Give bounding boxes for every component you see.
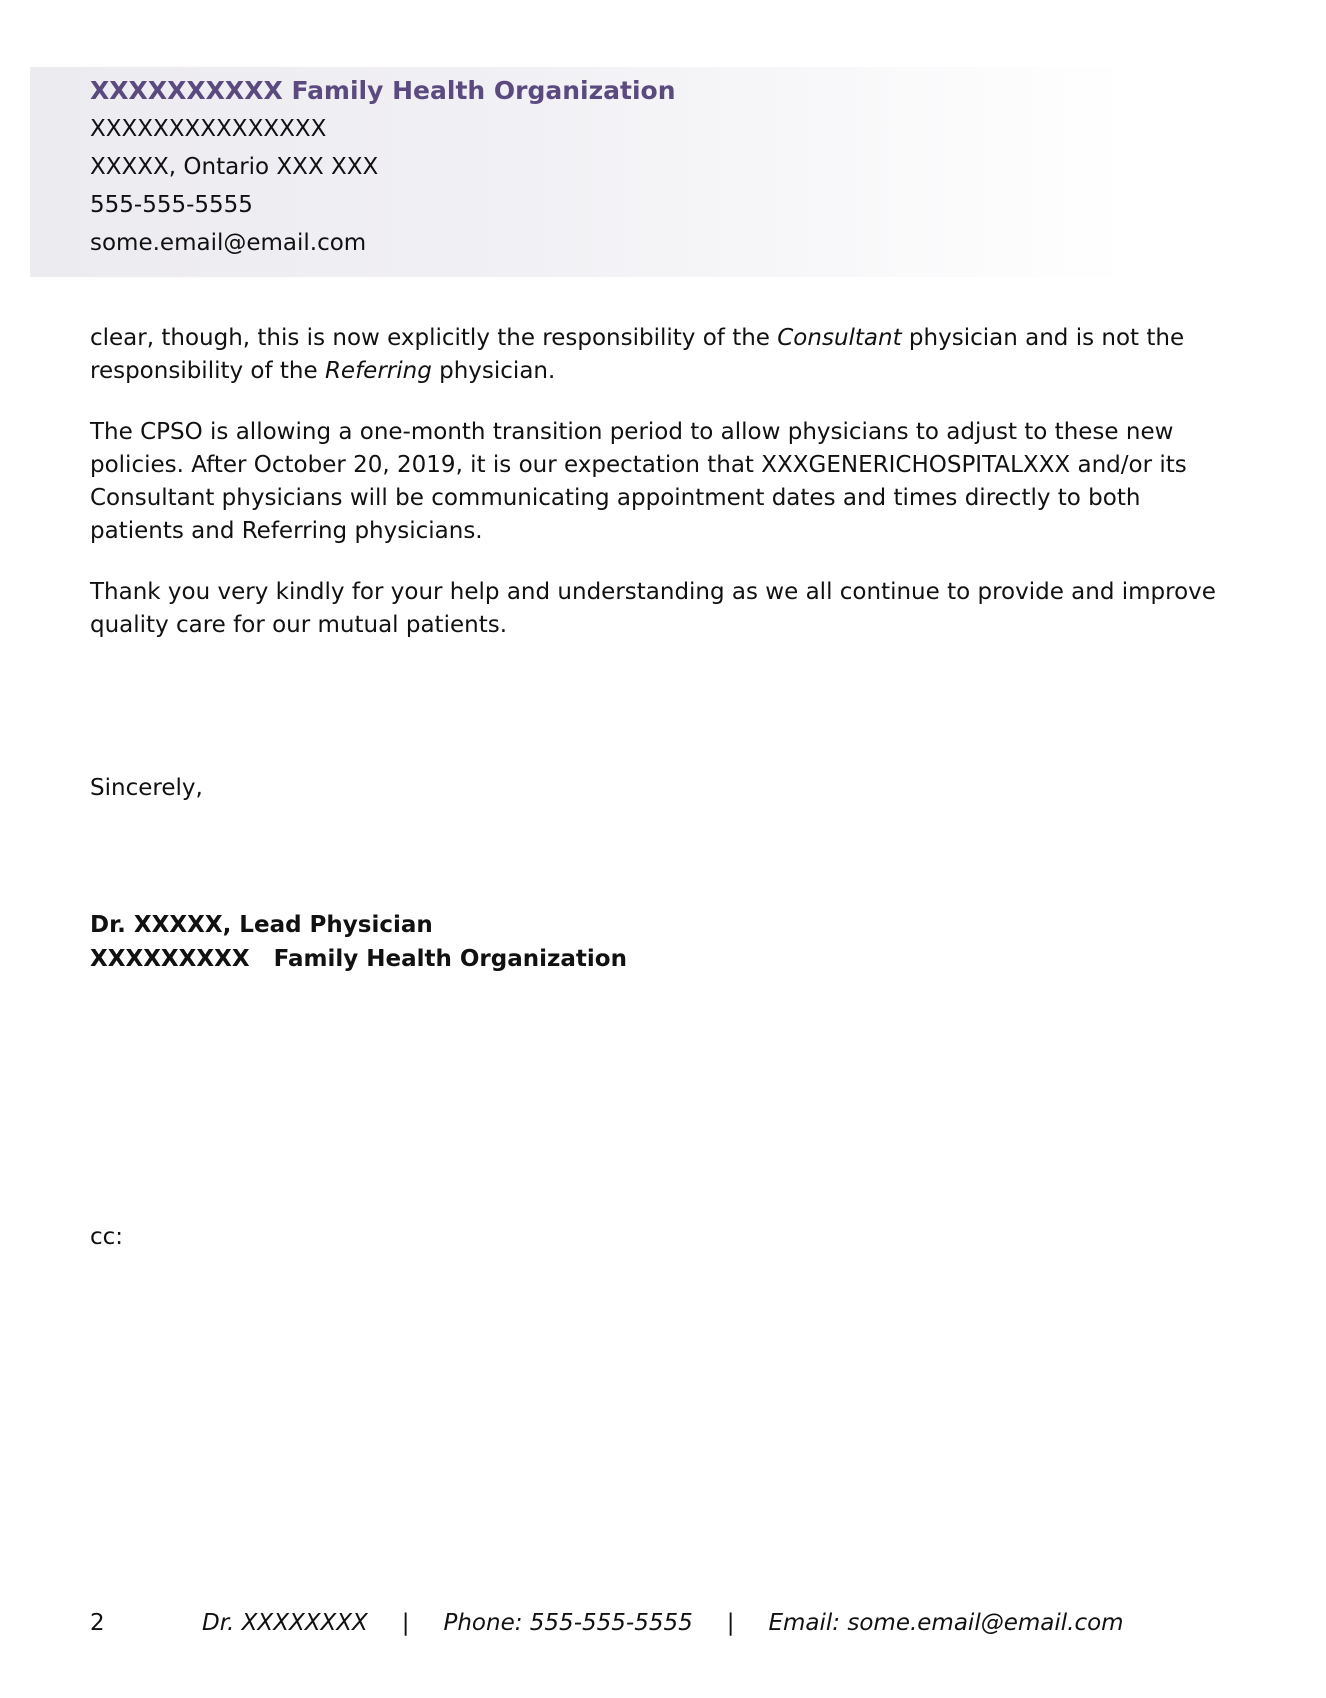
p1-emphasis-consultant: Consultant bbox=[777, 325, 902, 351]
p1-text-c: physician. bbox=[431, 358, 556, 384]
cc-label: cc: bbox=[90, 1224, 124, 1250]
paragraph-2: The CPSO is allowing a one-month transition period to allow physicians to adjust to these new policies. After October 20, 2019, it is our expectation that XXXGENERICHOSPITALXXX and/or its Consultant physicians will be communicating appointment dates and times directly to both patients and Referring physicians. bbox=[90, 419, 1187, 544]
street-address: XXXXXXXXXXXXXXX bbox=[90, 116, 327, 142]
paragraph-3: Thank you very kindly for your help and understanding as we all continue to provide and improve quality care for our mutual patients. bbox=[90, 579, 1216, 638]
organization-name: XXXXXXXXXX Family Health Organization bbox=[90, 76, 676, 105]
letter-body bbox=[90, 322, 1240, 670]
p1-emphasis-referring: Referring bbox=[324, 358, 432, 384]
closing: Sincerely, bbox=[90, 775, 203, 801]
signature-name: Dr. XXXXX, Lead Physician bbox=[90, 912, 433, 938]
letterhead bbox=[90, 72, 676, 262]
footer-doctor: Dr. XXXXXXXX bbox=[202, 1610, 368, 1636]
footer-separator-2: | bbox=[726, 1610, 735, 1636]
footer-phone: Phone: 555-555-5555 bbox=[443, 1610, 693, 1636]
city-line: XXXXX, Ontario XXX XXX bbox=[90, 154, 379, 180]
signature-block bbox=[90, 908, 627, 976]
footer-separator-1: | bbox=[401, 1610, 410, 1636]
p1-text-a: clear, though, this is now explicitly the responsibility of the bbox=[90, 325, 778, 351]
paragraph-1 bbox=[90, 322, 1240, 388]
header-email: some.email@email.com bbox=[90, 230, 367, 256]
p1-text-b: physician and is not the responsibility of the bbox=[90, 325, 1185, 384]
header-phone: 555-555-5555 bbox=[90, 192, 253, 218]
footer-email: Email: some.email@email.com bbox=[768, 1610, 1124, 1636]
page-number: 2 bbox=[90, 1610, 105, 1636]
signature-org: XXXXXXXXX Family Health Organization bbox=[90, 946, 627, 972]
page-footer bbox=[90, 1610, 1124, 1636]
